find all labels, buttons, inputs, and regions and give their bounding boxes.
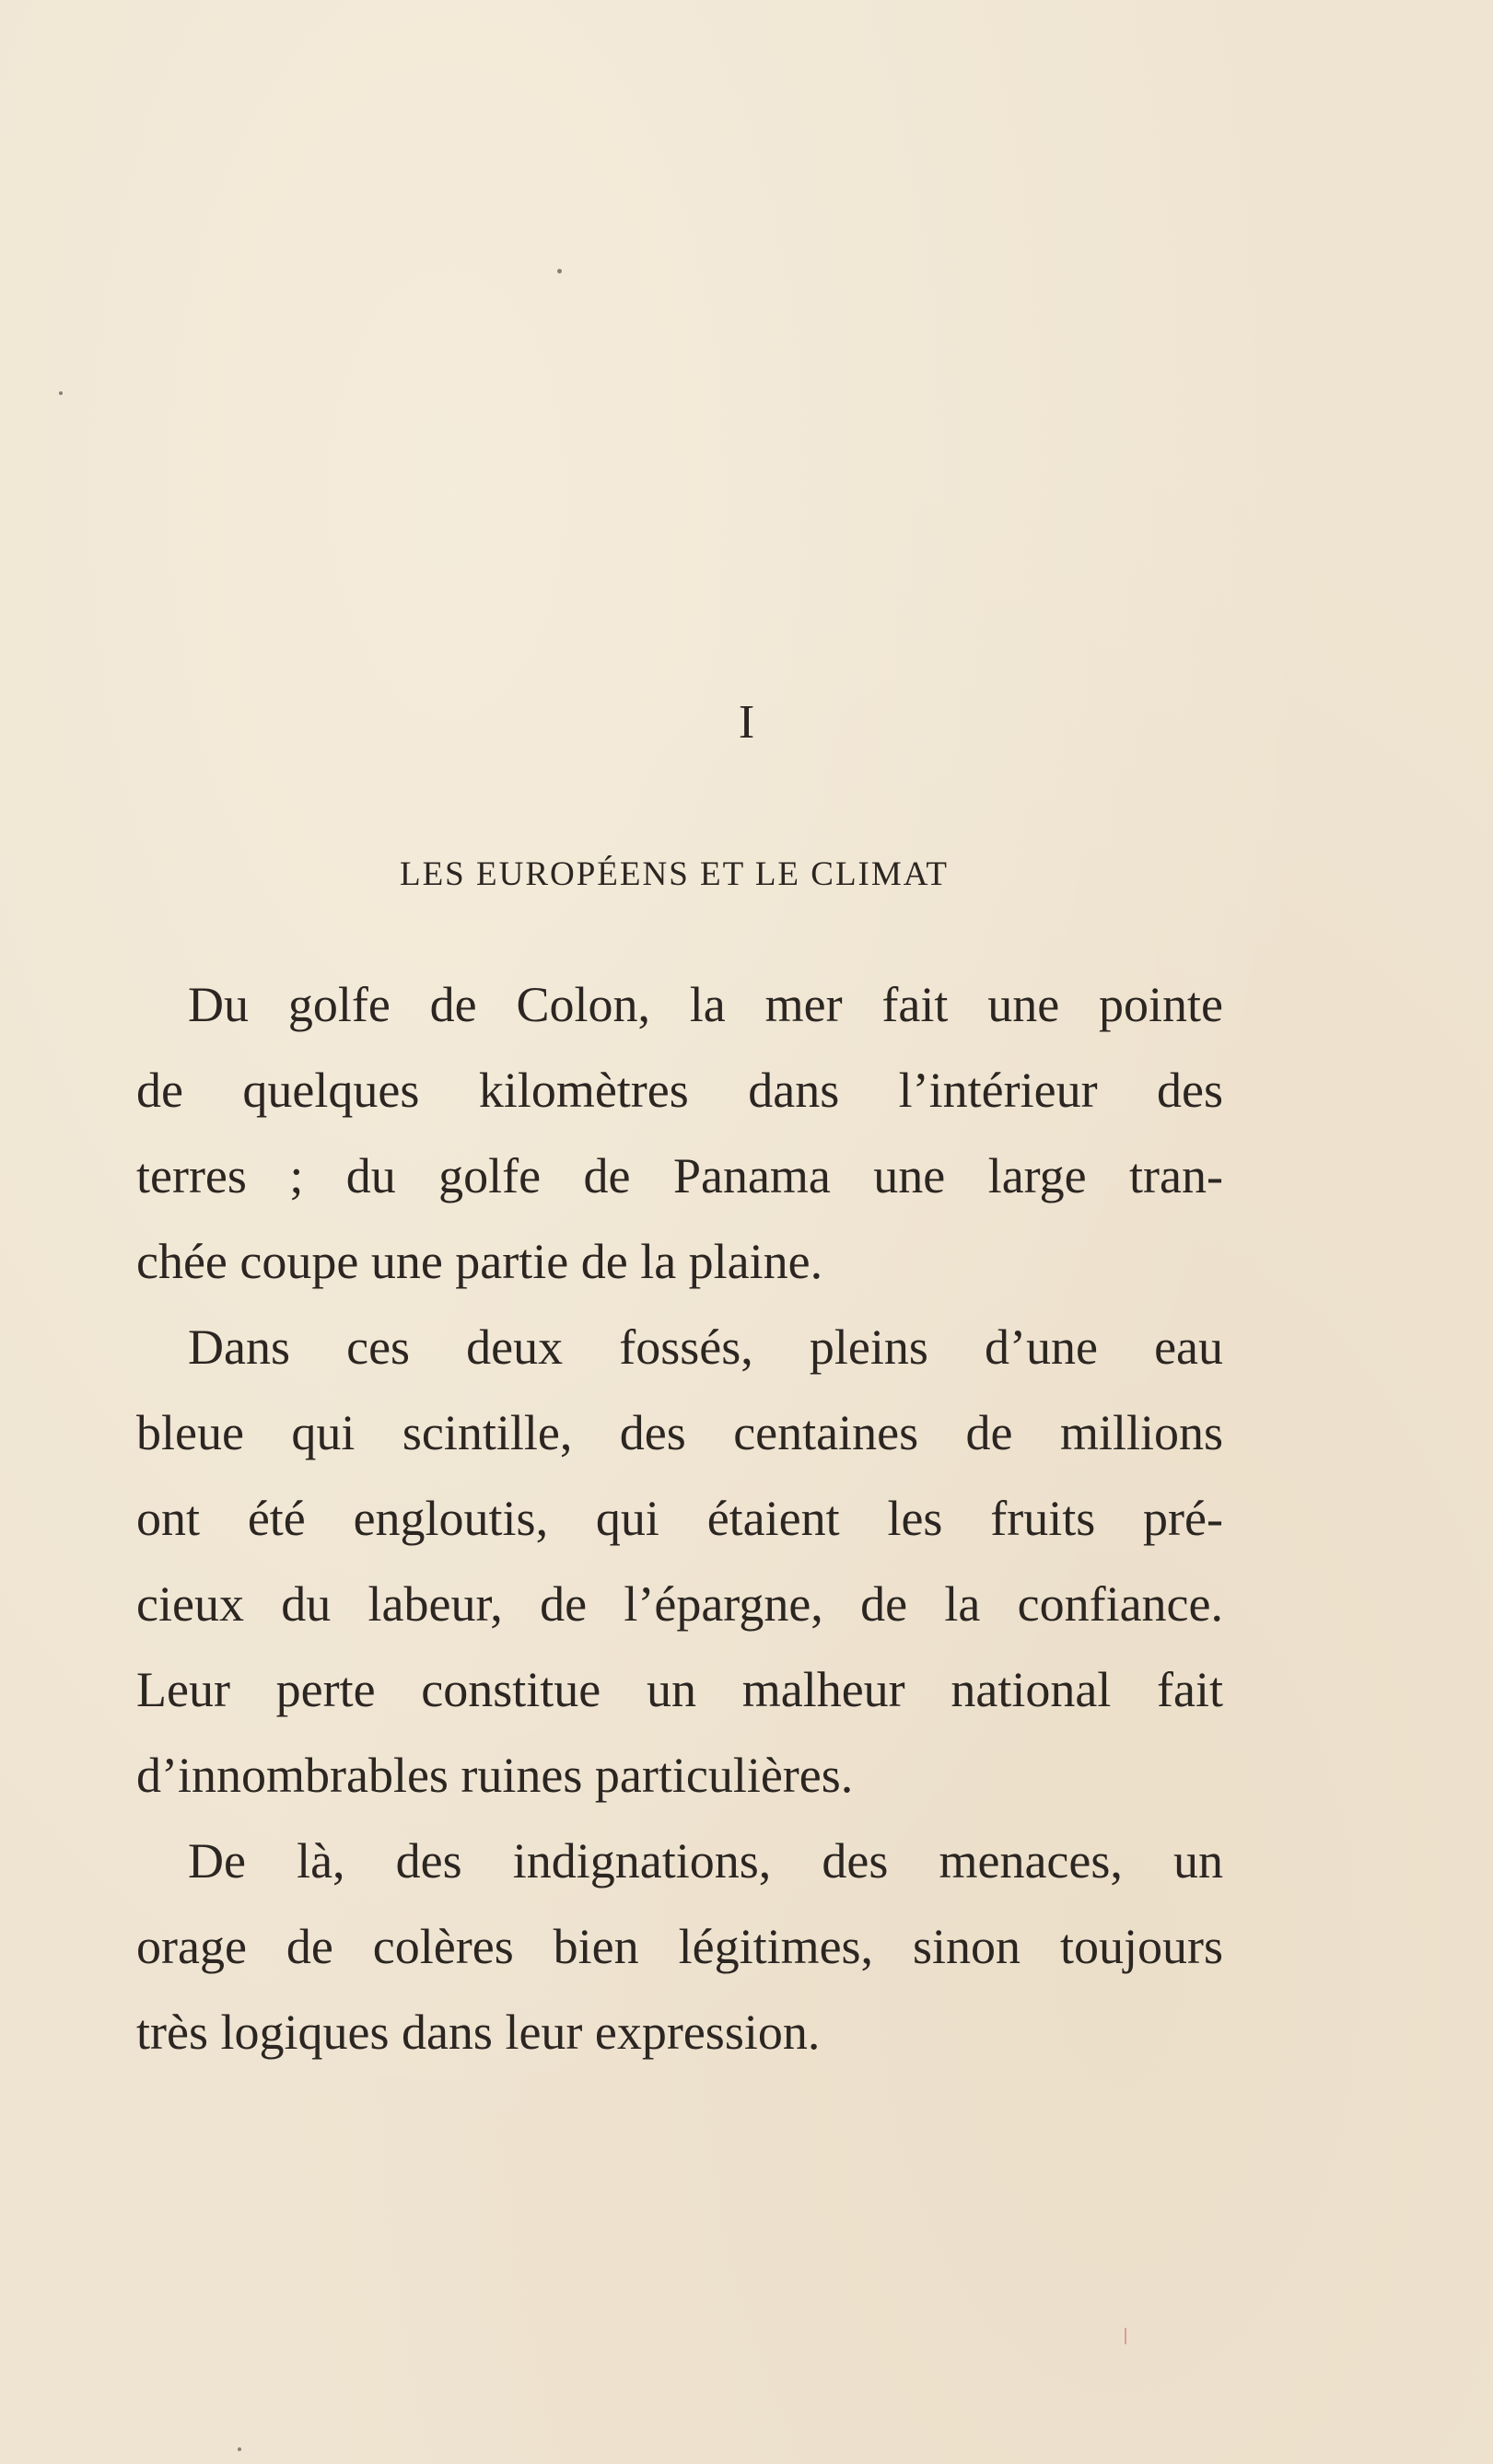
paper-speck — [238, 2447, 241, 2451]
text-line: chée coupe une partie de la plaine. — [136, 1234, 823, 1289]
text-line: bleue qui scintille, des centaines de millions — [136, 1405, 1223, 1460]
text-line: ont été engloutis, qui étaient les fruits pré- — [136, 1491, 1223, 1546]
paragraph — [136, 1305, 1223, 1819]
text-line: De là, des indignations, des menaces, un — [188, 1833, 1223, 1889]
text-line: d’innombrables ruines particulières. — [136, 1748, 854, 1803]
text-line: de quelques kilomètres dans l’intérieur des — [136, 1063, 1223, 1118]
paper-mark — [1125, 2328, 1126, 2344]
paragraph — [136, 1819, 1223, 2075]
text-line: Du golfe de Colon, la mer fait une pointe — [188, 977, 1223, 1032]
chapter-number: I — [738, 696, 755, 749]
paragraph — [136, 962, 1223, 1305]
text-line: terres ; du golfe de Panama une large tran- — [136, 1148, 1223, 1203]
text-line: orage de colères bien légitimes, sinon toujours — [136, 1919, 1223, 1974]
paper-speck — [557, 269, 562, 273]
text-line: Leur perte constitue un malheur national fait — [136, 1662, 1223, 1717]
chapter-body — [136, 962, 1223, 2075]
text-line: très logiques dans leur expression. — [136, 2005, 821, 2060]
chapter-title: LES EUROPÉENS ET LE CLIMAT — [399, 855, 950, 893]
text-line: Dans ces deux fossés, pleins d’une eau — [188, 1319, 1223, 1375]
text-line: cieux du labeur, de l’épargne, de la confiance. — [136, 1576, 1223, 1632]
paper-speck — [59, 391, 63, 395]
